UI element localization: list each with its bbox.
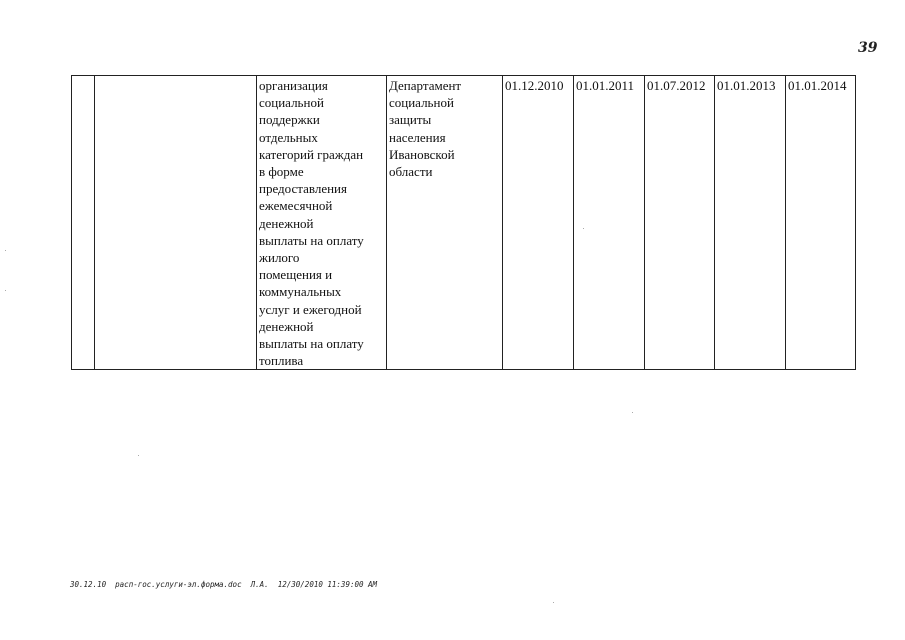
- table-cell-date-stage-5: 01.01.2014: [786, 76, 856, 370]
- scan-speck: [5, 290, 6, 291]
- scan-speck: [583, 228, 584, 229]
- department-line: защиты: [389, 112, 432, 128]
- table-cell-empty: [95, 76, 257, 370]
- table-cell-service: [257, 76, 387, 370]
- service-line: помещения и: [259, 267, 333, 283]
- service-line: топлива: [259, 353, 304, 369]
- scan-speck: [553, 602, 554, 603]
- service-line: денежной: [259, 318, 314, 334]
- service-line: выплаты на оплату: [259, 336, 364, 352]
- scan-speck: [138, 455, 139, 456]
- department-line: области: [389, 164, 433, 180]
- service-line: денежной: [259, 215, 314, 231]
- service-line: коммунальных: [259, 284, 342, 300]
- service-line: в форме: [259, 164, 304, 180]
- services-table: [71, 75, 856, 370]
- table-cell-date-stage-1: 01.12.2010: [503, 76, 574, 370]
- department-line: Ивановской: [389, 146, 455, 162]
- department-line: населения: [389, 129, 446, 145]
- service-line: ежемесячной: [259, 198, 333, 214]
- table-cell-date-stage-2: 01.01.2011: [574, 76, 645, 370]
- service-line: социальной: [259, 95, 324, 111]
- table-cell-date-stage-4: 01.01.2013: [715, 76, 786, 370]
- document-footer: 30.12.10 расп-гос.услуги-эл.форма.doc Л.А. 12/30/2010 11:39:00 AM: [70, 580, 378, 589]
- table-cell-department: [387, 76, 503, 370]
- service-line: услуг и ежегодной: [259, 301, 362, 317]
- service-line: жилого: [259, 250, 300, 266]
- service-line: отдельных: [259, 129, 318, 145]
- service-line: поддержки: [259, 112, 320, 128]
- department-line: социальной: [389, 95, 454, 111]
- scan-speck: [632, 412, 633, 413]
- service-line: организация: [259, 78, 328, 93]
- service-line: предоставления: [259, 181, 347, 197]
- table-row: [72, 76, 856, 370]
- department-line: Департамент: [389, 78, 462, 93]
- table-cell-date-stage-3: 01.07.2012: [645, 76, 715, 370]
- table-cell-index: [72, 76, 95, 370]
- page-number: 39: [858, 40, 878, 56]
- scan-speck: [5, 250, 6, 251]
- service-line: выплаты на оплату: [259, 232, 364, 248]
- service-line: категорий граждан: [259, 146, 364, 162]
